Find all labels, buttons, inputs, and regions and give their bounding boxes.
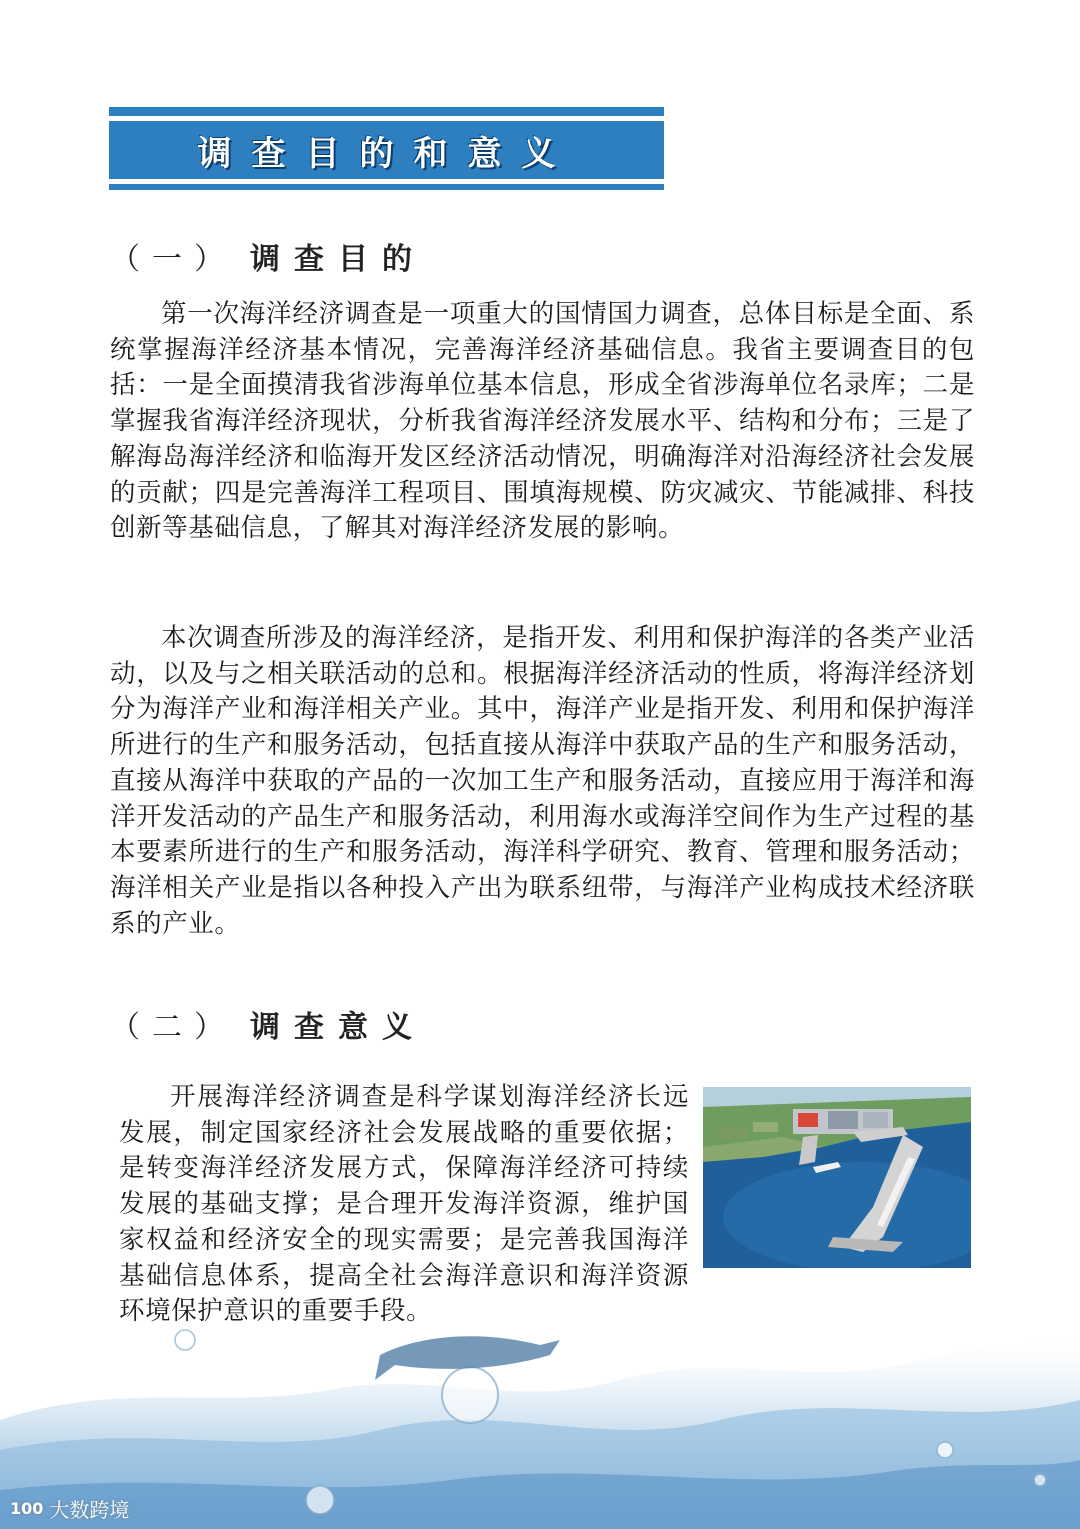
section-banner bbox=[109, 107, 664, 190]
paragraph-purpose-1: 第一次海洋经济调查是一项重大的国情国力调查，总体目标是全面、系统掌握海洋经济基本情况，完善海洋经济基础信息。我省主要调查目的包括：一是全面摸清我省涉海单位基本信息，形成全省涉海单位名录库；二是掌握我省海洋经济现状，分析我省海洋经济发展水平、结构和分布；三是了解海岛海洋经济和临海开发区经济活动情况，明确海洋对沿海经济社会发展的贡献；四是完善海洋工程项目、围填海规模、防灾减灾、节能减排、科技创新等基础信息，了解其对海洋经济发展的影响。 bbox=[110, 299, 975, 544]
water-decoration bbox=[0, 1300, 1080, 1529]
watermark-text: 大数跨境 bbox=[49, 1497, 130, 1522]
paragraph-purpose-2: 本次调查所涉及的海洋经济，是指开发、利用和保护海洋的各类产业活动，以及与之相关联活动的总和。根据海洋经济活动的性质，将海洋经济划分为海洋产业和海洋相关产业。其中，海洋产业是指开发、利用和保护海洋所进行的生产和服务活动，包括直接从海洋中获取产品的生产和服务活动，直接从海洋中获取的产品的一次加工生产和服务活动，直接应用于海洋和海洋开发活动的产品生产和服务活动，利用海水或海洋空间作为生产过程的基本要素所进行的生产和服务活动，海洋科学研究、教育、管理和服务活动；海洋相关产业是指以各种投入产出为联系纽带，与海洋产业构成技术经济联系的产业。 bbox=[110, 623, 975, 939]
banner-stripe-bottom bbox=[109, 184, 664, 190]
watermark-logo: 100 bbox=[10, 1498, 44, 1518]
paragraph-significance: 开展海洋经济调查是科学谋划海洋经济长远发展，制定国家经济社会发展战略的重要依据；是转变海洋经济发展方式，保障海洋经济可持续发展的基础支撑；是合理开发海洋资源，维护国家权益和经济安全的现实需要；是完善我国海洋基础信息体系，提高全社会海洋意识和海洋资源环境保护意识的重要手段。 bbox=[119, 1082, 689, 1327]
section-title: 调查目的 bbox=[250, 242, 426, 277]
section-heading-significance bbox=[110, 1002, 426, 1046]
banner-title: 调查目的和意义 bbox=[197, 133, 576, 174]
section-title: 调查意义 bbox=[250, 1010, 426, 1045]
banner-stripe-top bbox=[109, 107, 664, 116]
section-heading-purpose bbox=[110, 234, 426, 278]
section-number: （二） bbox=[110, 1010, 236, 1045]
port-illustration bbox=[703, 1087, 971, 1268]
section-number: （一） bbox=[110, 242, 236, 277]
water-splash bbox=[0, 1300, 1080, 1529]
watermark bbox=[10, 1493, 129, 1523]
port-aerial-image bbox=[703, 1087, 971, 1268]
